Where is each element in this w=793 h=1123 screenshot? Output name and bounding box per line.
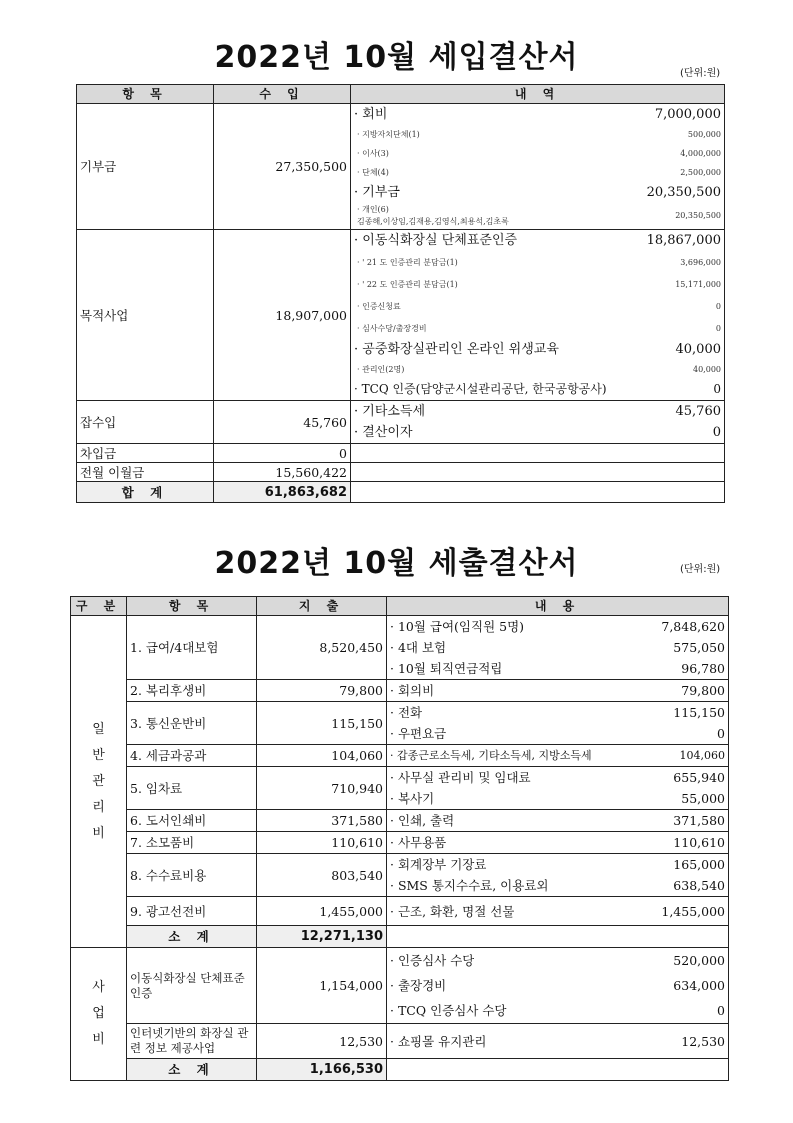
row-amount: 27,350,500 bbox=[214, 104, 351, 230]
detail-line: · 단체(4) 2,500,000 bbox=[357, 168, 721, 177]
row-details bbox=[387, 1024, 729, 1059]
row-amount: 110,610 bbox=[257, 832, 387, 854]
detail-line: · 복사기 55,000 bbox=[390, 791, 725, 806]
detail-line: · 이동식화장실 단체표준인증 18,867,000 bbox=[354, 233, 721, 248]
detail-line: · 인증심사 수당 520,000 bbox=[390, 953, 725, 968]
detail-line: · 10월 급여(임직원 5명) 7,848,620 bbox=[390, 619, 725, 634]
detail-line: · 기부금 20,350,500 bbox=[354, 185, 721, 200]
row-item: 9. 광고선전비 bbox=[127, 897, 257, 926]
detail-line: · SMS 통지수수료, 이용료외 638,540 bbox=[390, 878, 725, 893]
detail-line: · 관리인(2명) 40,000 bbox=[357, 365, 721, 374]
header-item: 항 목 bbox=[77, 85, 214, 104]
group-general-label: 일반관리비 bbox=[71, 616, 127, 948]
row-item: 잡수입 bbox=[77, 401, 214, 444]
subtotal-amount: 1,166,530 bbox=[257, 1059, 387, 1081]
row-item: 8. 수수료비용 bbox=[127, 854, 257, 897]
expense-row bbox=[71, 745, 729, 767]
row-item: 차입금 bbox=[77, 444, 214, 463]
row-amount: 18,907,000 bbox=[214, 230, 351, 401]
expense-row bbox=[71, 767, 729, 810]
income-header-row bbox=[77, 85, 725, 104]
row-details bbox=[387, 767, 729, 810]
row-item: 목적사업 bbox=[77, 230, 214, 401]
expense-row bbox=[71, 810, 729, 832]
row-details bbox=[387, 832, 729, 854]
row-amount: 371,580 bbox=[257, 810, 387, 832]
row-amount: 15,560,422 bbox=[214, 463, 351, 482]
expense-row bbox=[71, 897, 729, 926]
row-details bbox=[351, 104, 725, 230]
row-item: 기부금 bbox=[77, 104, 214, 230]
row-amount: 104,060 bbox=[257, 745, 387, 767]
row-details bbox=[351, 401, 725, 444]
detail-line: · 사무용품 110,610 bbox=[390, 835, 725, 850]
detail-line: · 쇼핑몰 유지관리 12,530 bbox=[390, 1033, 725, 1049]
income-row-carryover bbox=[77, 463, 725, 482]
row-item: 2. 복리후생비 bbox=[127, 680, 257, 702]
subtotal-amount: 12,271,130 bbox=[257, 926, 387, 948]
detail-line: · 4대 보험 575,050 bbox=[390, 640, 725, 655]
row-item: 3. 통신운반비 bbox=[127, 702, 257, 745]
row-amount: 115,150 bbox=[257, 702, 387, 745]
row-item: 인터넷기반의 화장실 관련 정보 제공사업 bbox=[127, 1024, 257, 1059]
detail-line: · ' 22 도 인증관리 분담금(1) 15,171,000 bbox=[357, 279, 721, 289]
detail-line: · 회비 7,000,000 bbox=[354, 107, 721, 122]
detail-line: · TCQ 인증심사 수당 0 bbox=[390, 1003, 725, 1018]
row-amount: 8,520,450 bbox=[257, 616, 387, 680]
expense-table bbox=[70, 596, 729, 1081]
detail-line: · 인쇄, 출력 371,580 bbox=[390, 813, 725, 828]
income-total-row bbox=[77, 482, 725, 503]
detail-line: · 지방자치단체(1) 500,000 bbox=[357, 130, 721, 139]
detail-line: · 출장경비 634,000 bbox=[390, 978, 725, 993]
expense-row bbox=[71, 948, 729, 1024]
subtotal-label: 소 계 bbox=[127, 1059, 257, 1081]
row-details bbox=[387, 897, 729, 926]
detail-line: · 회계장부 기장료 165,000 bbox=[390, 857, 725, 872]
row-details bbox=[387, 810, 729, 832]
total-label: 합 계 bbox=[77, 482, 214, 503]
row-amount: 803,540 bbox=[257, 854, 387, 897]
header-category: 구 분 bbox=[71, 597, 127, 616]
detail-line: · 사무실 관리비 및 임대료 655,940 bbox=[390, 770, 725, 785]
expense-row bbox=[71, 832, 729, 854]
header-item: 항 목 bbox=[127, 597, 257, 616]
row-amount: 0 bbox=[214, 444, 351, 463]
detail-line: · 갑종근로소득세, 기타소득세, 지방소득세 104,060 bbox=[390, 749, 725, 762]
detail-line: · 심사수당/출장경비 0 bbox=[357, 323, 721, 333]
row-details bbox=[387, 680, 729, 702]
row-details bbox=[387, 854, 729, 897]
row-amount: 710,940 bbox=[257, 767, 387, 810]
detail-line: · 근조, 화환, 명절 선물 1,455,000 bbox=[390, 903, 725, 919]
row-amount: 1,455,000 bbox=[257, 897, 387, 926]
income-unit: (단위:원) bbox=[680, 68, 721, 79]
header-income: 수 입 bbox=[214, 85, 351, 104]
income-table bbox=[76, 84, 725, 503]
income-row-loan bbox=[77, 444, 725, 463]
row-amount: 79,800 bbox=[257, 680, 387, 702]
expense-subtotal-row bbox=[71, 926, 729, 948]
row-details bbox=[387, 616, 729, 680]
row-details bbox=[351, 230, 725, 401]
detail-line: · 인증신청료 0 bbox=[357, 301, 721, 311]
expense-row bbox=[71, 680, 729, 702]
row-item: 6. 도서인쇄비 bbox=[127, 810, 257, 832]
expense-title: 2022년 10월 세출결산서 bbox=[214, 546, 579, 581]
header-content: 내 용 bbox=[387, 597, 729, 616]
total-amount: 61,863,682 bbox=[214, 482, 351, 503]
row-amount: 1,154,000 bbox=[257, 948, 387, 1024]
income-row-purpose bbox=[77, 230, 725, 401]
expense-row bbox=[71, 854, 729, 897]
detail-line: · 10월 퇴직연금적립 96,780 bbox=[390, 661, 725, 676]
row-details bbox=[387, 745, 729, 767]
row-amount: 12,530 bbox=[257, 1024, 387, 1059]
expense-row bbox=[71, 1024, 729, 1059]
detail-line: · 개인(6) 김종해,이상임,김재용,김영식,최용석,김초록 20,350,500 bbox=[357, 205, 721, 226]
row-item: 1. 급여/4대보험 bbox=[127, 616, 257, 680]
row-details bbox=[387, 948, 729, 1024]
detail-line: · 결산이자 0 bbox=[354, 425, 721, 440]
expense-subtotal-row bbox=[71, 1059, 729, 1081]
detail-line: · 전화 115,150 bbox=[390, 705, 725, 720]
group-business-label: 사업비 bbox=[71, 948, 127, 1081]
expense-row bbox=[71, 616, 729, 680]
row-item: 5. 임차료 bbox=[127, 767, 257, 810]
expense-unit: (단위:원) bbox=[680, 564, 721, 575]
row-amount: 45,760 bbox=[214, 401, 351, 444]
detail-line: · 우편요금 0 bbox=[390, 726, 725, 741]
subtotal-label: 소 계 bbox=[127, 926, 257, 948]
expense-row bbox=[71, 702, 729, 745]
header-expense: 지 출 bbox=[257, 597, 387, 616]
row-item: 전월 이월금 bbox=[77, 463, 214, 482]
income-row-misc bbox=[77, 401, 725, 444]
row-item: 7. 소모품비 bbox=[127, 832, 257, 854]
income-row-donation bbox=[77, 104, 725, 230]
expense-header-row bbox=[71, 597, 729, 616]
income-title: 2022년 10월 세입결산서 bbox=[214, 40, 579, 75]
header-detail: 내 역 bbox=[351, 85, 725, 104]
detail-line: · 이사(3) 4,000,000 bbox=[357, 149, 721, 158]
detail-line: · 회의비 79,800 bbox=[390, 683, 725, 698]
detail-line: · 공중화장실관리인 온라인 위생교육 40,000 bbox=[354, 342, 721, 357]
detail-line: · TCQ 인증(담양군시설관리공단, 한국공항공사) 0 bbox=[354, 382, 721, 396]
row-item: 4. 세금과공과 bbox=[127, 745, 257, 767]
row-item: 이동식화장실 단체표준인증 bbox=[127, 948, 257, 1024]
detail-line: · ' 21 도 인증관리 분담금(1) 3,696,000 bbox=[357, 257, 721, 267]
detail-line: · 기타소득세 45,760 bbox=[354, 404, 721, 419]
row-details bbox=[387, 702, 729, 745]
